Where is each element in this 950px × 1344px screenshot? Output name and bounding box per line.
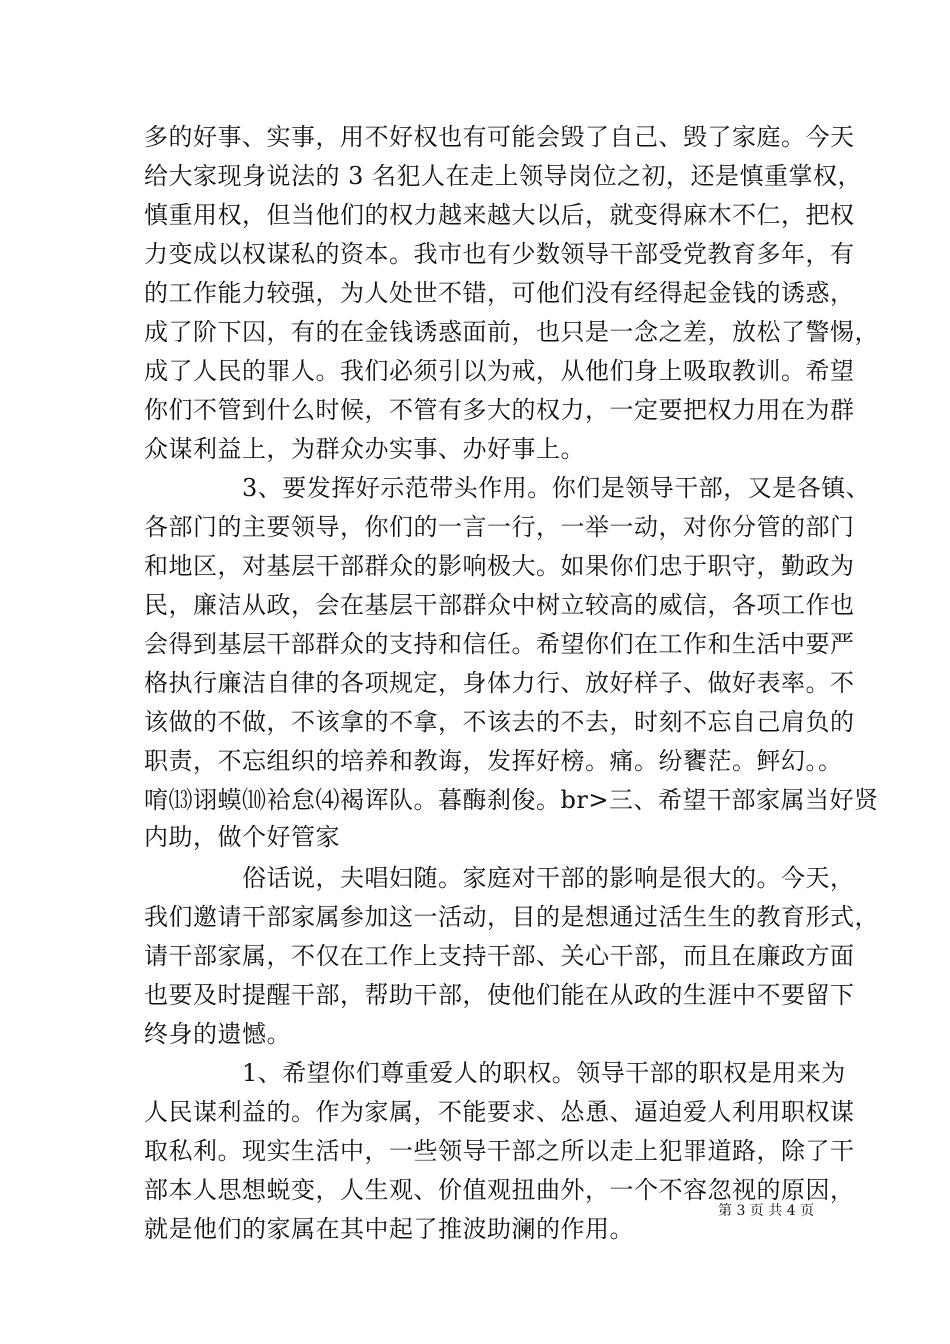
text-line: 职责，不忘组织的培养和教诲，发挥好榜。痛。纷饔茫。鲆幻。。: [144, 747, 843, 775]
paragraph-start-line: 俗话说，夫唱妇随。家庭对干部的影响是很大的。今天，: [242, 864, 855, 892]
text-line: 该做的不做，不该拿的不拿，不该去的不去，时刻不忘自己肩负的: [144, 708, 855, 736]
text-line: 给大家现身说法的 3 名犯人在走上领导岗位之初，还是慎重掌权，: [144, 162, 863, 190]
text-line: 和地区，对基层干部群众的影响极大。如果你们忠于职守，勤政为: [144, 552, 855, 580]
text-line: 民，廉洁从政，会在基层干部群众中树立较高的威信，各项工作也: [144, 591, 855, 619]
text-line: 你们不管到什么时候，不管有多大的权力，一定要把权力用在为群: [144, 396, 855, 424]
text-line: 的工作能力较强，为人处世不错，可他们没有经得起金钱的诱惑，: [144, 279, 855, 307]
text-line: 多的好事、实事，用不好权也有可能会毁了自己、毁了家庭。今天: [144, 123, 855, 151]
text-line: 格执行廉洁自律的各项规定，身体力行、放好样子、做好表率。不: [144, 669, 855, 697]
text-line: 慎重用权，但当他们的权力越来越大以后，就变得麻木不仁，把权: [144, 201, 855, 229]
text-line: 各部门的主要领导，你们的一言一行，一举一动，对你分管的部门: [144, 513, 855, 541]
paragraph-start-line: 1、希望你们尊重爱人的职权。领导干部的职权是用来为: [242, 1059, 846, 1087]
text-line: 人民谋利益的。作为家属，不能要求、怂恿、逼迫爱人利用职权谋: [144, 1098, 855, 1126]
paragraph-start-line: 3、要发挥好示范带头作用。你们是领导干部，又是各镇、: [242, 474, 871, 502]
text-line: 取私利。现实生活中，一些领导干部之所以走上犯罪道路，除了干: [144, 1137, 855, 1165]
text-line: 力变成以权谋私的资本。我市也有少数领导干部受党教育多年，有: [144, 240, 855, 268]
text-line: 部本人思想蜕变，人生观、价值观扭曲外，一个不容忽视的原因，: [144, 1176, 855, 1204]
text-line: 众谋利益上，为群众办实事、办好事上。: [144, 435, 585, 463]
text-line: 我们邀请干部家属参加这一活动，目的是想通过活生生的教育形式，: [144, 903, 879, 931]
text-line: 会得到基层干部群众的支持和信任。希望你们在工作和生活中要严: [144, 630, 855, 658]
text-line: 成了阶下囚，有的在金钱诱惑面前，也只是一念之差，放松了警惕，: [144, 318, 879, 346]
page-number-footer: 第 3 页 共 4 页: [718, 1203, 815, 1219]
garbled-text-line: 唷⒀诩蟆⑽袷怠⑷褐诨队。暮酶刹俊。br>三、希望干部家属当好贤: [144, 786, 879, 814]
text-line: 请干部家属，不仅在工作上支持干部、关心干部，而且在廉政方面: [144, 942, 855, 970]
section-heading-line: 内助，做个好管家: [144, 823, 340, 851]
text-line: 成了人民的罪人。我们必须引以为戒，从他们身上吸取教训。希望: [144, 357, 855, 385]
text-line: 就是他们的家属在其中起了推波助澜的作用。: [144, 1215, 634, 1243]
text-line: 终身的遗憾。: [144, 1020, 291, 1048]
text-line: 也要及时提醒干部，帮助干部，使他们能在从政的生涯中不要留下: [144, 981, 855, 1009]
